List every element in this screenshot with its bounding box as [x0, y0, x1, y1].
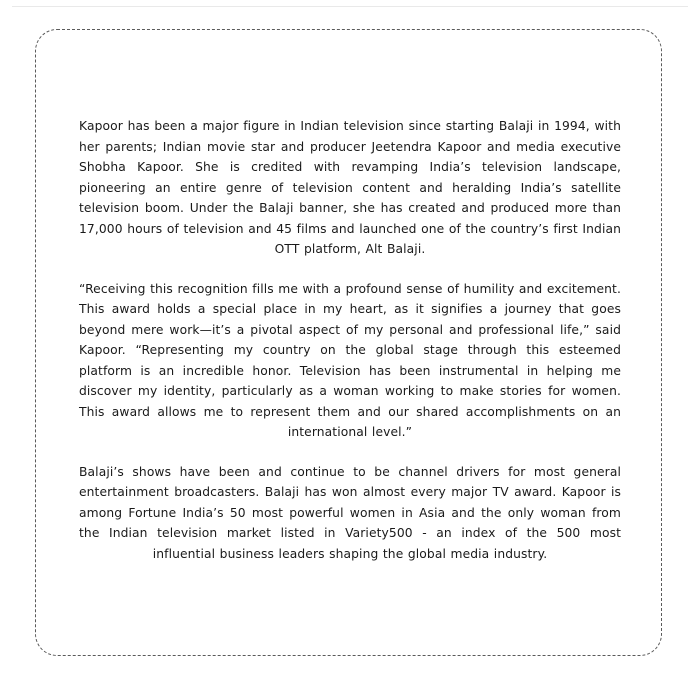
article-body: [79, 116, 621, 583]
top-divider: [12, 6, 688, 7]
paragraph-career: Kapoor has been a major figure in Indian television since starting Balaji in 1994, with her parents; Indian movie star and producer Jeetendra Kapoor and media executive Shobha Kapoor. She is credited with revamping India’s television landscape, pioneering an entire genre of television content and heralding India’s satellite television boom. Under the Balaji banner, she has created and produced more than 17,000 hours of television and 45 films and launched one of the country’s first Indian OTT platform, Alt Balaji.: [79, 119, 621, 256]
paragraph-quote: “Receiving this recognition fills me with a profound sense of humility and excitement. This award holds a special place in my heart, as it signifies a journey that goes beyond mere work—it’s a pivotal aspect of my personal and professional life,” said Kapoor. “Representing my country on the global stage through this esteemed platform is an incredible honor. Television has been instrumental in helping me discover my identity, particularly as a woman working to make stories for women. This award allows me to represent them and our shared accomplishments on an international level.”: [79, 281, 621, 439]
paragraph-achievements: Balaji’s shows have been and continue to be channel drivers for most general entertainment broadcasters. Balaji has won almost every major TV award. Kapoor is among Fortune India’s 50 most powerful women in Asia and the only woman from the Indian television market listed in Variety500 - an index of the 500 most influential business leaders shaping the global media industry.: [79, 464, 621, 561]
